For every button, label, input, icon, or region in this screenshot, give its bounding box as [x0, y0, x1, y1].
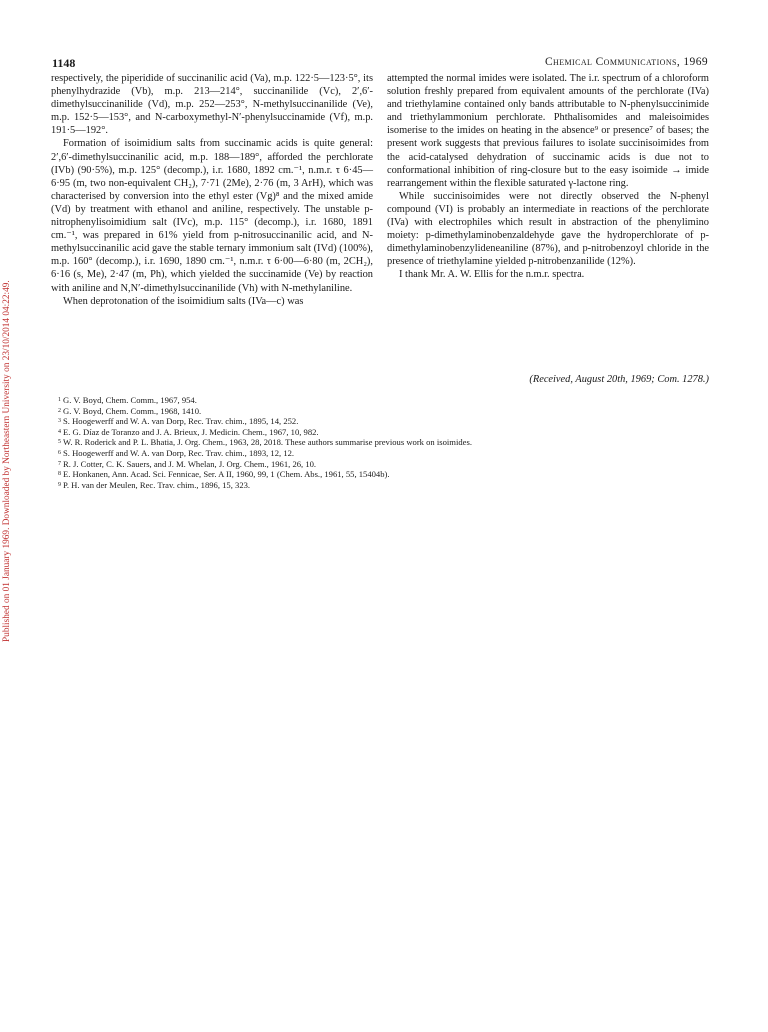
reference-text: P. H. van der Meulen, Rec. Trav. chim., 1896, 15, 323. [63, 479, 251, 490]
running-head: Chemical Communications, 1969 [544, 56, 708, 68]
reference-item [58, 416, 698, 427]
reference-number: 4 [58, 428, 61, 435]
reference-text: E. Honkanen, Ann. Acad. Sci. Fennicae, Ser. A II, 1960, 99, 1 (Chem. Abs., 1961, 55, 15404b). [63, 469, 390, 480]
reference-text: G. V. Boyd, Chem. Comm., 1968, 1410. [63, 405, 202, 416]
reference-text: G. V. Boyd, Chem. Comm., 1967, 954. [63, 395, 197, 405]
reference-text: S. Hoogewerff and W. A. van Dorp, Rec. Trav. chim., 1895, 14, 252. [63, 416, 299, 427]
reference-item [58, 459, 698, 470]
left-paragraph-1: respectively, the piperidide of succinanilic acid (Va), m.p. 122·5—123·5°, its phenylhydrazide (Vb), m.p. 213—214°, succinanilide (Vc), 2′,6′-dimethylsuccinanilide (Vd), m.p. 252—253°, N-methylsuccinanilide (Ve), m.p. 152·5—153°, and N-carboxymethyl-N′-phenylsuccinamide (Vf), m.p. 191·5—192°. [51, 73, 373, 137]
reference-item [58, 448, 698, 459]
reference-item [58, 395, 698, 406]
reference-item [58, 469, 698, 480]
reference-text: E. G. Díaz de Toranzo and J. A. Brieux, J. Medicin. Chem., 1967, 10, 982. [63, 426, 319, 437]
right-column [387, 72, 709, 282]
download-note: Published on 01 January 1969. Downloaded by Northeastern University on 23/10/2014 04:22:49. [2, 280, 12, 642]
reference-item [58, 480, 698, 491]
left-paragraph-2: Formation of isoimidium salts from succinamic acids is quite general: 2′,6′-dimethylsuccinanilic acid, m.p. 188—189°, afforded the perchlorate (IVb) (90·5%), m.p. 125° (decomp.), i.r. 1680, 1892 cm.⁻¹, n.m.r. τ 6·45—6·95 (m, two non-equivalent CH₂), 7·71 (2Me), 2·76 (m, 3 ArH), which was characterised by conversion into the ethyl ester (Vg)⁸ and the mixed amide (Vd) by treatment with ethanol and aniline, respectively. The unstable p-nitrophenylisoimidium salt (IVc), m.p. 115° (decomp.), i.r. 1680, 1891 cm.⁻¹, was prepared in 61% yield from p-nitrosuccinanilic acid, and N-methylsuccinanilic acid gave the stable ternary immonium salt (IVd) (100%), m.p. 160° (decomp.), i.r. 1690, 1890 cm.⁻¹, n.m.r. τ 6·00—6·80 (m, 2CH₂), 6·16 (s, Me), 2·47 (m, Ph), which yielded the succinamide (Ve) by reaction with aniline and N,N′-dimethylsuccinanilide (Vh) with N-methylaniline. [51, 138, 374, 294]
reference-text: R. J. Cotter, C. K. Sauers, and J. M. Whelan, J. Org. Chem., 1961, 26, 10. [63, 458, 317, 469]
reference-number: 2 [58, 407, 61, 414]
left-paragraph-3: When deprotonation of the isoimidium salts (IVa—c) was [63, 295, 304, 307]
right-paragraph-1: attempted the normal imides were isolated. The i.r. spectrum of a chloroform solution freshly prepared from equivalent amounts of the perchlorate (IVa) and triethylamine contained only bands attributable to N-phenylsuccinimide and triethylammonium perchlorate. Phthalisomides and maleisoimides isomerise to the imides on heating in the absence⁹ or presence⁷ of bases; the present work suggests that previous failures to isolate succinisoimides from the acid-catalysed dehydration of succinamic acids is due not to conformational inhibition of ring-closure but to the easy isoimide → imide rearrangement within the flexible saturated γ-lactone ring. [387, 73, 709, 189]
reference-item [58, 406, 698, 417]
right-paragraph-2: While succinisoimides were not directly observed the N-phenyl compound (VI) is probably an intermediate in reactions of the perchlorate (IVa) with electrophiles which result in abstraction of the phenylimino moiety: p-dimethylaminobenzaldehyde gave the hydroperchlorate of p-dimethylaminobenzylideneaniline (87%), and p-nitrobenzoyl chloride in the presence of triethylamine yielded p-nitrobenzanilide (12%). [387, 190, 709, 268]
reference-number: 8 [58, 471, 61, 478]
page-number: 1148 [52, 56, 76, 70]
acknowledgement: I thank Mr. A. W. Ellis for the n.m.r. spectra. [399, 269, 585, 281]
reference-text: S. Hoogewerff and W. A. van Dorp, Rec. Trav. chim., 1893, 12, 12. [63, 447, 295, 458]
received-date: (Received, August 20th, 1969; Com. 1278.) [529, 374, 709, 385]
reference-number: 5 [58, 439, 61, 446]
left-column [51, 72, 373, 308]
reference-item [58, 427, 698, 438]
reference-number: 9 [58, 481, 61, 488]
reference-number: 6 [58, 449, 61, 456]
reference-number: 1 [58, 397, 61, 403]
reference-number: 7 [58, 460, 61, 467]
reference-number: 3 [58, 418, 61, 425]
reference-item [58, 437, 698, 448]
references-list [58, 395, 698, 490]
reference-text: W. R. Roderick and P. L. Bhatia, J. Org. Chem., 1963, 28, 2018. These authors summarise previous work on isoimides. [63, 437, 472, 448]
